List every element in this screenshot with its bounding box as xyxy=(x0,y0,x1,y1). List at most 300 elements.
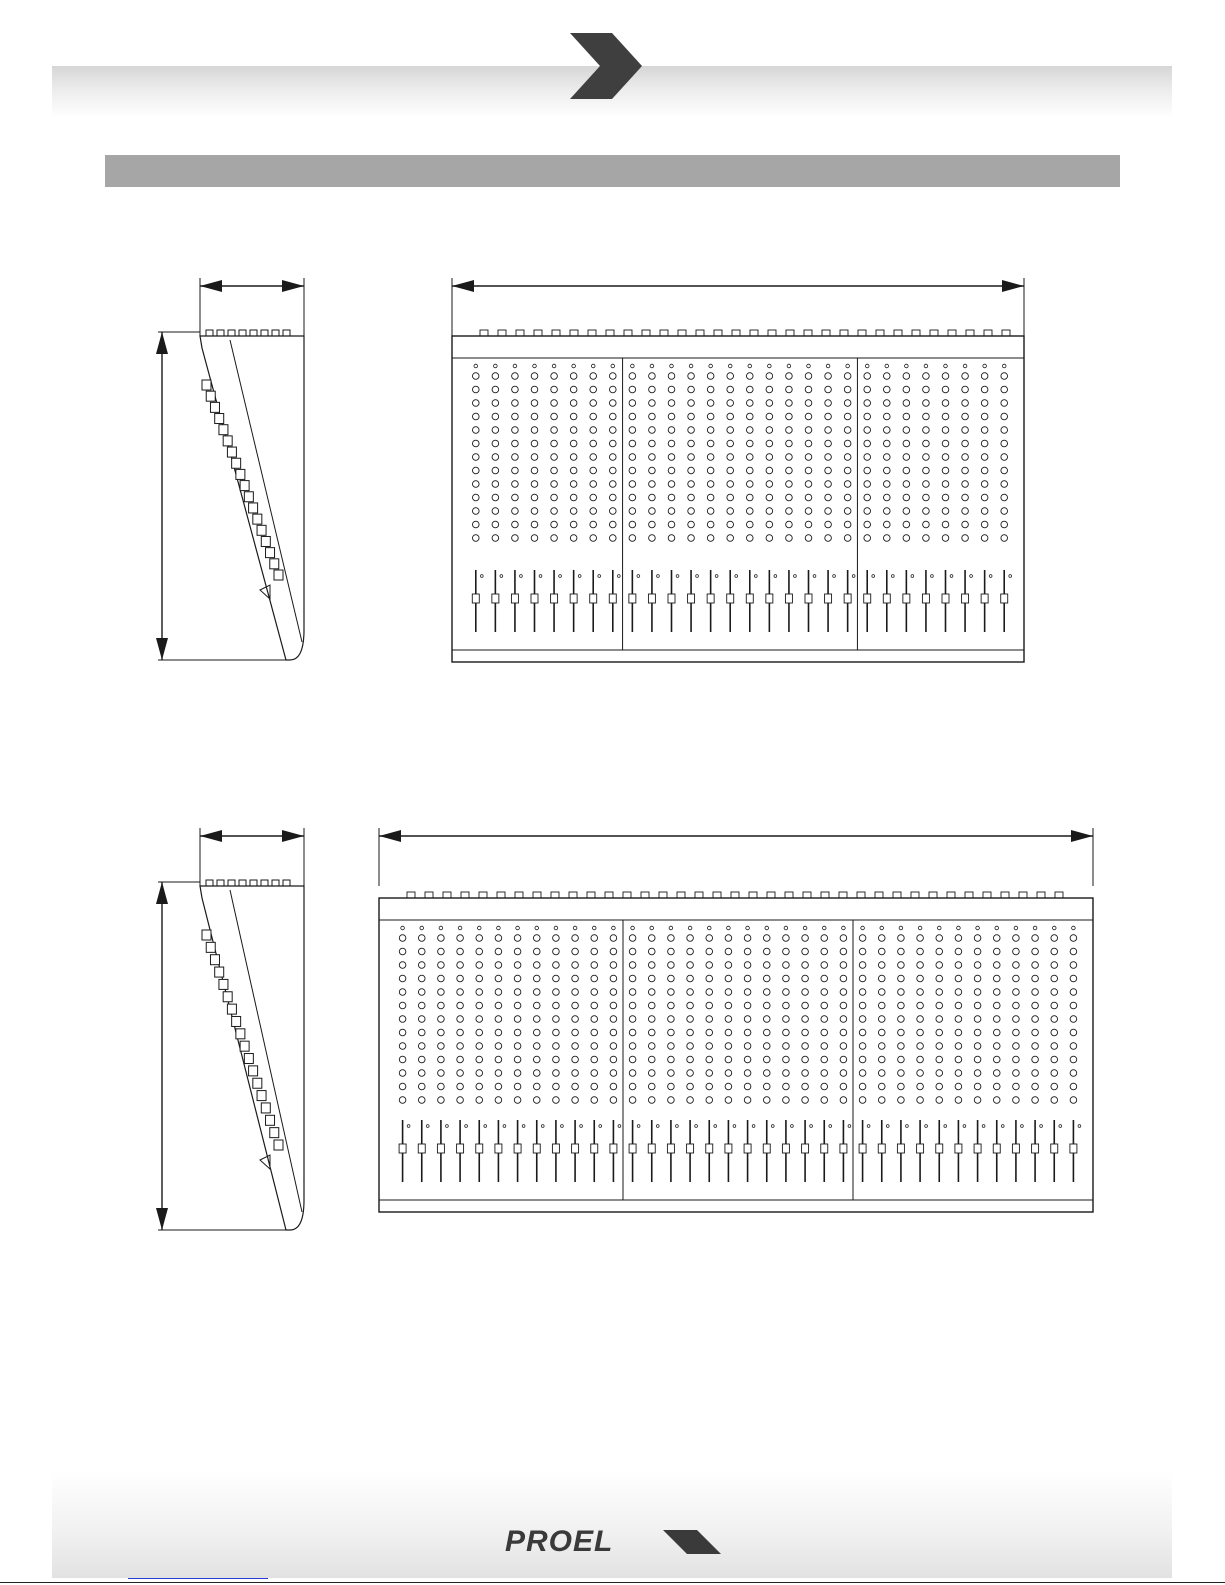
channel-knob xyxy=(687,1016,694,1023)
channel-knob xyxy=(840,1043,847,1050)
channel-knob xyxy=(805,400,812,407)
channel-knob xyxy=(844,400,851,407)
channel-knob xyxy=(629,535,636,542)
mute-switch xyxy=(752,1125,755,1128)
channel-knob xyxy=(688,481,695,488)
knob-profile xyxy=(232,1016,241,1026)
channel-knob xyxy=(629,386,636,393)
channel-knob xyxy=(783,1083,790,1090)
channel-knob xyxy=(744,1002,751,1009)
channel-knob xyxy=(844,373,851,380)
channel-knob xyxy=(533,935,540,942)
channel-knob xyxy=(844,521,851,528)
channel-knob xyxy=(418,1056,425,1063)
channel-knob xyxy=(531,494,538,501)
connector-jack xyxy=(480,330,488,336)
fader-cap xyxy=(531,594,538,603)
channel-knob xyxy=(553,948,560,955)
mute-switch xyxy=(891,575,894,578)
channel-knob xyxy=(859,1056,866,1063)
channel-knob xyxy=(903,413,910,420)
channel-knob xyxy=(802,1029,809,1036)
channel-knob xyxy=(744,1029,751,1036)
channel-knob xyxy=(553,1070,560,1077)
mute-switch xyxy=(618,1125,621,1128)
channel-knob xyxy=(551,400,558,407)
channel-knob xyxy=(825,386,832,393)
channel-knob xyxy=(974,948,981,955)
channel-knob xyxy=(551,386,558,393)
channel-knob xyxy=(688,400,695,407)
channel-knob xyxy=(786,413,793,420)
channel-knob xyxy=(974,962,981,969)
fader-cap xyxy=(457,1144,464,1153)
channel-knob xyxy=(668,400,675,407)
channel-knob xyxy=(763,1016,770,1023)
channel-knob xyxy=(591,989,598,996)
channel-knob xyxy=(993,1029,1000,1036)
mute-switch xyxy=(911,575,914,578)
channel-knob xyxy=(725,1002,732,1009)
channel-knob xyxy=(1013,1043,1020,1050)
channel-knob xyxy=(1051,1016,1058,1023)
channel-knob xyxy=(610,1043,617,1050)
channel-knob xyxy=(1001,427,1008,434)
channel-knob xyxy=(923,413,930,420)
channel-led xyxy=(709,364,713,368)
channel-knob xyxy=(688,454,695,461)
channel-knob xyxy=(399,1002,406,1009)
channel-knob xyxy=(936,1016,943,1023)
channel-knob xyxy=(570,427,577,434)
channel-knob xyxy=(399,1056,406,1063)
channel-knob xyxy=(923,386,930,393)
channel-knob xyxy=(514,1029,521,1036)
channel-knob xyxy=(783,1097,790,1104)
channel-knob xyxy=(551,373,558,380)
channel-knob xyxy=(1032,948,1039,955)
channel-knob xyxy=(629,1043,636,1050)
channel-knob xyxy=(649,427,656,434)
channel-knob xyxy=(878,962,885,969)
channel-knob xyxy=(903,440,910,447)
channel-led xyxy=(995,926,999,930)
mute-switch xyxy=(833,575,836,578)
channel-knob xyxy=(923,494,930,501)
mute-switch xyxy=(617,575,620,578)
channel-knob xyxy=(802,935,809,942)
channel-knob xyxy=(472,400,479,407)
connector-jack xyxy=(1037,892,1045,898)
fader-cap xyxy=(476,1144,483,1153)
channel-knob xyxy=(551,481,558,488)
channel-knob xyxy=(495,1097,502,1104)
connector-jack xyxy=(677,892,685,898)
channel-knob xyxy=(572,1016,579,1023)
channel-knob xyxy=(512,494,519,501)
channel-knob xyxy=(962,521,969,528)
channel-knob xyxy=(766,535,773,542)
channel-knob xyxy=(492,494,499,501)
channel-knob xyxy=(955,989,962,996)
channel-led xyxy=(554,926,558,930)
channel-knob xyxy=(706,1002,713,1009)
channel-knob xyxy=(942,400,949,407)
channel-knob xyxy=(840,1016,847,1023)
channel-knob xyxy=(786,386,793,393)
channel-knob xyxy=(514,1002,521,1009)
channel-led xyxy=(535,926,539,930)
channel-knob xyxy=(495,1002,502,1009)
channel-knob xyxy=(495,1043,502,1050)
channel-knob xyxy=(512,454,519,461)
channel-knob xyxy=(570,413,577,420)
fader-cap xyxy=(552,1144,559,1153)
channel-knob xyxy=(805,440,812,447)
knob-profile xyxy=(227,447,236,457)
knob-profile xyxy=(270,559,279,569)
channel-knob xyxy=(590,467,597,474)
channel-led xyxy=(1072,926,1076,930)
channel-knob xyxy=(553,989,560,996)
channel-led xyxy=(768,364,772,368)
channel-knob xyxy=(476,948,483,955)
channel-knob xyxy=(514,1043,521,1050)
channel-knob xyxy=(492,454,499,461)
connector-jack xyxy=(858,330,866,336)
channel-knob xyxy=(981,400,988,407)
channel-knob xyxy=(805,494,812,501)
channel-knob xyxy=(495,989,502,996)
connector-jack xyxy=(732,330,740,336)
arrowhead xyxy=(379,830,401,842)
channel-knob xyxy=(707,413,714,420)
channel-knob xyxy=(706,935,713,942)
arrowhead xyxy=(156,1208,168,1230)
knob-profile xyxy=(202,930,211,940)
channel-knob xyxy=(591,1083,598,1090)
channel-knob xyxy=(955,1002,962,1009)
channel-knob xyxy=(1013,975,1020,982)
channel-knob xyxy=(1032,1097,1039,1104)
mute-switch xyxy=(810,1125,813,1128)
mute-switch xyxy=(695,1125,698,1128)
channel-knob xyxy=(476,935,483,942)
channel-knob xyxy=(457,962,464,969)
connector-jack xyxy=(1055,892,1063,898)
footer-rule xyxy=(0,1582,1225,1583)
fader-cap xyxy=(629,594,636,603)
channel-knob xyxy=(476,1029,483,1036)
connector-jack xyxy=(642,330,650,336)
channel-knob xyxy=(648,989,655,996)
channel-knob xyxy=(629,989,636,996)
channel-knob xyxy=(1051,1043,1058,1050)
channel-knob xyxy=(610,1097,617,1104)
mute-switch xyxy=(637,1125,640,1128)
channel-led xyxy=(728,364,732,368)
fader-cap xyxy=(707,594,714,603)
channel-knob xyxy=(903,481,910,488)
connector-jack xyxy=(515,892,523,898)
channel-knob xyxy=(706,1070,713,1077)
channel-knob xyxy=(533,1043,540,1050)
channel-knob xyxy=(883,521,890,528)
channel-knob xyxy=(783,989,790,996)
channel-knob xyxy=(763,962,770,969)
channel-knob xyxy=(859,935,866,942)
channel-knob xyxy=(955,935,962,942)
channel-knob xyxy=(590,400,597,407)
channel-led xyxy=(765,926,769,930)
channel-knob xyxy=(725,989,732,996)
channel-knob xyxy=(472,521,479,528)
channel-knob xyxy=(629,481,636,488)
connector-jack xyxy=(534,330,542,336)
channel-led xyxy=(572,364,576,368)
channel-knob xyxy=(763,935,770,942)
channel-knob xyxy=(898,935,905,942)
mute-switch xyxy=(1040,1125,1043,1128)
channel-knob xyxy=(923,454,930,461)
channel-knob xyxy=(746,413,753,420)
channel-knob xyxy=(707,386,714,393)
mute-switch xyxy=(599,1125,602,1128)
channel-knob xyxy=(844,494,851,501)
channel-knob xyxy=(981,413,988,420)
channel-knob xyxy=(648,1070,655,1077)
knob-profile xyxy=(249,1066,258,1076)
channel-led xyxy=(861,926,865,930)
channel-knob xyxy=(512,521,519,528)
channel-knob xyxy=(727,413,734,420)
channel-knob xyxy=(533,962,540,969)
arrowhead xyxy=(452,280,474,292)
channel-knob xyxy=(746,386,753,393)
channel-knob xyxy=(727,427,734,434)
channel-knob xyxy=(878,1016,885,1023)
channel-knob xyxy=(825,508,832,515)
channel-knob xyxy=(531,467,538,474)
connector-jack xyxy=(660,330,668,336)
channel-knob xyxy=(570,440,577,447)
channel-knob xyxy=(974,1016,981,1023)
channel-knob xyxy=(783,1016,790,1023)
mute-switch xyxy=(852,575,855,578)
channel-knob xyxy=(438,1070,445,1077)
channel-knob xyxy=(763,989,770,996)
chevron-right-icon xyxy=(570,33,650,99)
channel-knob xyxy=(668,1070,675,1077)
footer-link[interactable] xyxy=(128,1578,268,1579)
channel-led xyxy=(420,926,424,930)
channel-knob xyxy=(727,454,734,461)
channel-knob xyxy=(1051,962,1058,969)
channel-knob xyxy=(981,508,988,515)
channel-knob xyxy=(725,948,732,955)
channel-knob xyxy=(942,494,949,501)
knob-profile xyxy=(227,1004,236,1014)
channel-knob xyxy=(805,521,812,528)
knob-profile xyxy=(240,1041,249,1051)
channel-knob xyxy=(512,386,519,393)
channel-knob xyxy=(648,962,655,969)
channel-knob xyxy=(553,935,560,942)
channel-knob xyxy=(629,440,636,447)
channel-knob xyxy=(609,508,616,515)
channel-knob xyxy=(629,948,636,955)
channel-knob xyxy=(981,481,988,488)
channel-led xyxy=(784,926,788,930)
mute-switch xyxy=(407,1125,410,1128)
channel-knob xyxy=(1032,1016,1039,1023)
channel-led xyxy=(477,926,481,930)
channel-knob xyxy=(802,989,809,996)
channel-knob xyxy=(457,1016,464,1023)
section-title-bar xyxy=(105,155,1120,187)
channel-knob xyxy=(472,494,479,501)
fader-cap xyxy=(993,1144,1000,1153)
channel-knob xyxy=(821,1002,828,1009)
channel-knob xyxy=(570,508,577,515)
fader-cap xyxy=(805,594,812,603)
channel-led xyxy=(746,926,750,930)
channel-knob xyxy=(1013,962,1020,969)
channel-knob xyxy=(472,508,479,515)
channel-knob xyxy=(898,1002,905,1009)
channel-knob xyxy=(825,413,832,420)
fader-cap xyxy=(785,594,792,603)
connector-jack xyxy=(261,880,268,886)
channel-knob xyxy=(457,1083,464,1090)
connector-jack xyxy=(1002,330,1010,336)
channel-knob xyxy=(590,508,597,515)
fader-cap xyxy=(864,594,871,603)
channel-knob xyxy=(418,1083,425,1090)
channel-knob xyxy=(570,454,577,461)
channel-knob xyxy=(476,1056,483,1063)
channel-knob xyxy=(512,427,519,434)
channel-led xyxy=(592,926,596,930)
channel-knob xyxy=(805,454,812,461)
channel-knob xyxy=(668,413,675,420)
fader-cap xyxy=(859,1144,866,1153)
channel-knob xyxy=(1070,1056,1077,1063)
channel-knob xyxy=(786,467,793,474)
channel-knob xyxy=(553,1043,560,1050)
mute-switch xyxy=(522,1125,525,1128)
channel-knob xyxy=(1070,1043,1077,1050)
channel-knob xyxy=(610,1029,617,1036)
channel-knob xyxy=(629,508,636,515)
channel-knob xyxy=(923,481,930,488)
channel-knob xyxy=(993,989,1000,996)
channel-knob xyxy=(786,481,793,488)
channel-knob xyxy=(1032,1070,1039,1077)
mute-switch xyxy=(1009,575,1012,578)
channel-knob xyxy=(981,386,988,393)
mute-switch xyxy=(561,1125,564,1128)
channel-knob xyxy=(570,400,577,407)
channel-knob xyxy=(492,373,499,380)
channel-led xyxy=(631,926,635,930)
channel-led xyxy=(905,364,909,368)
channel-knob xyxy=(629,975,636,982)
connector-jack xyxy=(588,330,596,336)
channel-knob xyxy=(570,521,577,528)
channel-knob xyxy=(898,1056,905,1063)
knob-profile xyxy=(274,1140,283,1150)
channel-knob xyxy=(610,935,617,942)
channel-knob xyxy=(531,413,538,420)
channel-knob xyxy=(438,1029,445,1036)
knob-profile xyxy=(219,979,228,989)
knob-profile xyxy=(274,570,283,580)
channel-knob xyxy=(629,413,636,420)
connector-jack xyxy=(516,330,524,336)
channel-knob xyxy=(668,1043,675,1050)
channel-knob xyxy=(1051,975,1058,982)
channel-knob xyxy=(610,1002,617,1009)
channel-knob xyxy=(1013,935,1020,942)
connector-jack xyxy=(786,330,794,336)
channel-knob xyxy=(533,989,540,996)
channel-knob xyxy=(551,454,558,461)
channel-knob xyxy=(981,467,988,474)
connector-jack xyxy=(623,892,631,898)
channel-knob xyxy=(495,948,502,955)
fader-cap xyxy=(825,594,832,603)
mute-switch xyxy=(872,575,875,578)
knob-profile xyxy=(236,1029,245,1039)
channel-knob xyxy=(610,948,617,955)
channel-knob xyxy=(746,440,753,447)
mute-switch xyxy=(1001,1125,1004,1128)
channel-knob xyxy=(492,386,499,393)
logo-text: PROEL xyxy=(505,1525,614,1558)
channel-knob xyxy=(763,948,770,955)
channel-knob xyxy=(766,454,773,461)
fader-cap xyxy=(974,1144,981,1153)
connector-jack xyxy=(912,330,920,336)
channel-knob xyxy=(399,935,406,942)
fader-cap xyxy=(744,1144,751,1153)
channel-knob xyxy=(629,962,636,969)
knob-profile xyxy=(253,514,262,524)
channel-knob xyxy=(974,989,981,996)
connector-jack xyxy=(894,330,902,336)
channel-knob xyxy=(955,1056,962,1063)
knob-profile xyxy=(232,458,241,468)
channel-knob xyxy=(783,1029,790,1036)
channel-knob xyxy=(668,1097,675,1104)
channel-knob xyxy=(844,386,851,393)
channel-knob xyxy=(591,1029,598,1036)
channel-knob xyxy=(590,454,597,461)
channel-knob xyxy=(688,373,695,380)
channel-knob xyxy=(492,413,499,420)
channel-knob xyxy=(981,373,988,380)
channel-knob xyxy=(844,467,851,474)
channel-knob xyxy=(993,935,1000,942)
connector-jack xyxy=(250,330,257,336)
channel-knob xyxy=(821,1043,828,1050)
channel-knob xyxy=(629,521,636,528)
channel-knob xyxy=(668,962,675,969)
channel-knob xyxy=(864,494,871,501)
channel-led xyxy=(880,926,884,930)
channel-knob xyxy=(649,467,656,474)
